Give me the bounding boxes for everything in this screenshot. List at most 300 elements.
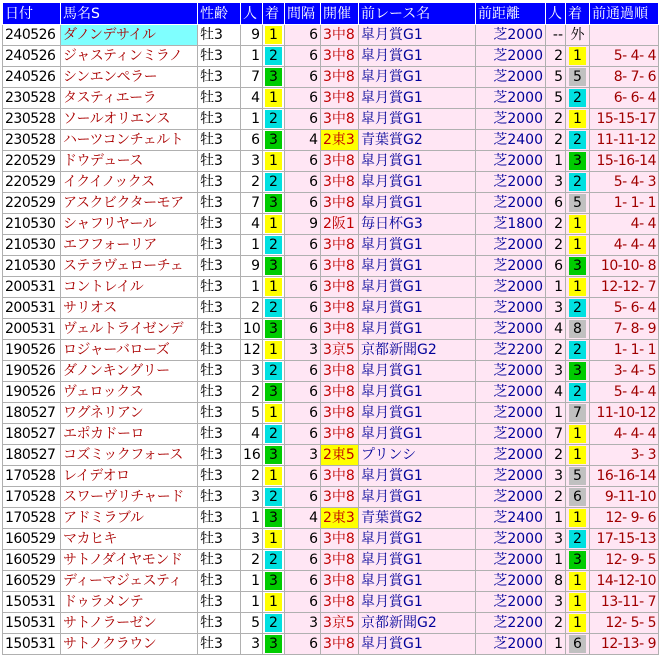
table-row (3, 88, 659, 109)
row-prev-distance: 芝2000 (476, 319, 546, 340)
row-prev-finish (566, 403, 590, 424)
row-prev-race: 皐月賞G1 (359, 466, 476, 487)
row-prev-passing: 5- 4- 4 (590, 46, 659, 67)
row-popularity: 1 (241, 277, 263, 298)
row-horse-name: アドミラブル (61, 508, 198, 529)
row-finish (263, 256, 285, 277)
row-prev-distance: 芝2000 (476, 529, 546, 550)
row-date: 210530 (3, 235, 61, 256)
row-prev-race: 皐月賞G1 (359, 634, 476, 655)
row-venue: 3中8 (321, 529, 359, 550)
row-venue: 3中8 (321, 361, 359, 382)
row-prev-passing: 3- 4- 5 (590, 361, 659, 382)
row-interval: 6 (285, 235, 321, 256)
row-date: 160529 (3, 571, 61, 592)
row-finish-badge: 3 (265, 509, 282, 527)
row-prev-distance: 芝2000 (476, 88, 546, 109)
row-prev-finish-badge: 5 (569, 194, 586, 212)
row-finish (263, 592, 285, 613)
row-sex-age: 牡3 (198, 151, 241, 172)
row-venue: 3中8 (321, 550, 359, 571)
row-finish (263, 172, 285, 193)
row-prev-distance: 芝2400 (476, 508, 546, 529)
row-finish (263, 46, 285, 67)
row-horse-name: レイデオロ (61, 466, 198, 487)
row-finish (263, 25, 285, 46)
row-venue: 2東3 (321, 508, 359, 529)
row-prev-finish (566, 445, 590, 466)
row-venue: 3中8 (321, 193, 359, 214)
row-prev-popularity: 1 (546, 277, 566, 298)
row-popularity: 1 (241, 235, 263, 256)
row-prev-distance: 芝2000 (476, 193, 546, 214)
row-prev-passing: 15-16-14 (590, 151, 659, 172)
row-interval: 6 (285, 277, 321, 298)
row-popularity: 2 (241, 172, 263, 193)
row-prev-finish (566, 382, 590, 403)
row-prev-popularity: 7 (546, 424, 566, 445)
row-date: 170528 (3, 466, 61, 487)
table-row (3, 571, 659, 592)
row-popularity: 2 (241, 382, 263, 403)
table-row (3, 592, 659, 613)
row-finish-badge: 2 (265, 173, 282, 191)
row-sex-age: 牡3 (198, 424, 241, 445)
row-horse-name: エポカドーロ (61, 424, 198, 445)
row-prev-finish (566, 550, 590, 571)
row-prev-finish-badge: 3 (569, 257, 586, 275)
row-prev-distance: 芝2000 (476, 256, 546, 277)
row-date: 170528 (3, 487, 61, 508)
row-prev-finish-badge: 1 (569, 278, 586, 296)
row-prev-finish-badge: 3 (569, 551, 586, 569)
row-finish-badge: 3 (265, 131, 282, 149)
row-prev-popularity: 2 (546, 46, 566, 67)
row-prev-finish-badge: 2 (569, 299, 586, 317)
row-prev-popularity: 2 (546, 109, 566, 130)
row-popularity: 3 (241, 634, 263, 655)
row-date: 230528 (3, 130, 61, 151)
row-date: 190526 (3, 340, 61, 361)
row-finish-badge: 1 (265, 467, 282, 485)
row-prev-finish-badge: 1 (569, 446, 586, 464)
row-prev-popularity: 1 (546, 403, 566, 424)
row-prev-passing: 12- 9- 6 (590, 508, 659, 529)
row-prev-finish (566, 235, 590, 256)
row-prev-race: 皐月賞G1 (359, 277, 476, 298)
row-horse-name: ダノンデサイル (61, 25, 198, 46)
row-finish (263, 550, 285, 571)
row-sex-age: 牡3 (198, 487, 241, 508)
row-prev-finish-badge: 3 (569, 362, 586, 380)
row-horse-name: サリオス (61, 298, 198, 319)
row-venue: 2阪1 (321, 214, 359, 235)
race-results-table (2, 2, 659, 655)
row-prev-race: 京都新聞G2 (359, 613, 476, 634)
header-horse: 馬名S (61, 3, 198, 25)
row-prev-finish-badge: 6 (569, 635, 586, 653)
row-prev-distance: 芝2000 (476, 46, 546, 67)
row-prev-finish (566, 151, 590, 172)
row-horse-name: マカヒキ (61, 529, 198, 550)
row-venue: 3中8 (321, 67, 359, 88)
row-prev-finish-badge: 1 (569, 110, 586, 128)
row-prev-popularity: 2 (546, 235, 566, 256)
table-row (3, 319, 659, 340)
table-row (3, 445, 659, 466)
row-prev-finish-badge: 2 (569, 89, 586, 107)
row-prev-finish-badge: 5 (569, 467, 586, 485)
row-sex-age: 牡3 (198, 613, 241, 634)
row-popularity: 3 (241, 529, 263, 550)
row-prev-passing: 5- 4- 4 (590, 382, 659, 403)
row-interval: 6 (285, 256, 321, 277)
row-finish (263, 529, 285, 550)
row-finish (263, 634, 285, 655)
row-prev-distance: 芝2000 (476, 487, 546, 508)
row-sex-age: 牡3 (198, 382, 241, 403)
row-prev-passing: 15-15-17 (590, 109, 659, 130)
row-horse-name: エフフォーリア (61, 235, 198, 256)
row-prev-finish (566, 508, 590, 529)
row-prev-distance: 芝2000 (476, 277, 546, 298)
row-prev-finish (566, 613, 590, 634)
row-interval: 6 (285, 67, 321, 88)
row-horse-name: ロジャーバローズ (61, 340, 198, 361)
row-sex-age: 牡3 (198, 403, 241, 424)
row-prev-popularity: 5 (546, 67, 566, 88)
row-prev-finish-badge: 1 (569, 425, 586, 443)
row-date: 210530 (3, 214, 61, 235)
row-prev-distance: 芝2000 (476, 571, 546, 592)
row-prev-finish-badge: 5 (569, 68, 586, 86)
row-date: 190526 (3, 361, 61, 382)
row-finish (263, 445, 285, 466)
row-prev-passing: 12- 5- 5 (590, 613, 659, 634)
row-venue: 3京5 (321, 613, 359, 634)
table-row (3, 235, 659, 256)
row-sex-age: 牡3 (198, 109, 241, 130)
row-venue: 3中8 (321, 88, 359, 109)
row-horse-name: シャフリヤール (61, 214, 198, 235)
row-popularity: 5 (241, 613, 263, 634)
row-prev-popularity: 2 (546, 214, 566, 235)
header-interval: 間隔 (285, 3, 321, 25)
row-finish (263, 319, 285, 340)
row-date: 150531 (3, 592, 61, 613)
row-popularity: 2 (241, 466, 263, 487)
header-finish: 着 (263, 3, 285, 25)
row-popularity: 1 (241, 571, 263, 592)
row-popularity: 2 (241, 550, 263, 571)
row-prev-finish (566, 67, 590, 88)
row-prev-finish (566, 88, 590, 109)
row-finish (263, 613, 285, 634)
row-finish (263, 340, 285, 361)
row-date: 240526 (3, 25, 61, 46)
row-date: 220529 (3, 193, 61, 214)
row-date: 200531 (3, 277, 61, 298)
row-prev-race: 京都新聞G2 (359, 340, 476, 361)
row-interval: 6 (285, 571, 321, 592)
row-prev-passing: 8- 7- 6 (590, 67, 659, 88)
table-row (3, 529, 659, 550)
row-prev-distance: 芝2000 (476, 550, 546, 571)
row-popularity: 4 (241, 88, 263, 109)
row-venue: 2東5 (321, 445, 359, 466)
row-prev-finish (566, 634, 590, 655)
row-prev-finish-badge: 2 (569, 341, 586, 359)
row-finish-badge: 2 (265, 362, 282, 380)
row-prev-race: 皐月賞G1 (359, 592, 476, 613)
table-row (3, 613, 659, 634)
row-finish-badge: 3 (265, 320, 282, 338)
row-sex-age: 牡3 (198, 67, 241, 88)
row-prev-distance: 芝2000 (476, 445, 546, 466)
table-row (3, 25, 659, 46)
row-finish-badge: 1 (265, 278, 282, 296)
row-prev-finish-badge: 8 (569, 320, 586, 338)
row-sex-age: 牡3 (198, 298, 241, 319)
row-horse-name: ヴェロックス (61, 382, 198, 403)
row-prev-passing: 7- 8- 9 (590, 319, 659, 340)
row-prev-race: 皐月賞G1 (359, 172, 476, 193)
row-popularity: 7 (241, 193, 263, 214)
row-finish (263, 193, 285, 214)
row-finish-badge: 2 (265, 614, 282, 632)
row-prev-popularity: 3 (546, 172, 566, 193)
row-prev-popularity: 5 (546, 88, 566, 109)
row-finish-badge: 3 (265, 257, 282, 275)
row-prev-popularity: 2 (546, 613, 566, 634)
row-prev-finish-badge: 2 (569, 173, 586, 191)
table-row (3, 487, 659, 508)
header-prev-race: 前レース名 (359, 3, 476, 25)
row-horse-name: ヴェルトライゼンデ (61, 319, 198, 340)
row-sex-age: 牡3 (198, 214, 241, 235)
row-finish-badge: 1 (265, 530, 282, 548)
row-date: 150531 (3, 634, 61, 655)
row-prev-distance: 芝2000 (476, 67, 546, 88)
row-prev-distance: 芝2000 (476, 592, 546, 613)
row-prev-race: 皐月賞G1 (359, 88, 476, 109)
row-horse-name: イクイノックス (61, 172, 198, 193)
table-row (3, 340, 659, 361)
row-popularity: 1 (241, 109, 263, 130)
row-sex-age: 牡3 (198, 25, 241, 46)
row-prev-distance: 芝2000 (476, 172, 546, 193)
row-prev-popularity: 2 (546, 487, 566, 508)
row-prev-finish-badge: 1 (569, 593, 586, 611)
row-prev-finish (566, 277, 590, 298)
row-prev-popularity: 1 (546, 508, 566, 529)
row-prev-passing: 6- 6- 4 (590, 88, 659, 109)
row-prev-race: 皐月賞G1 (359, 571, 476, 592)
row-prev-finish (566, 487, 590, 508)
row-sex-age: 牡3 (198, 319, 241, 340)
row-popularity: 12 (241, 340, 263, 361)
header-venue: 開催 (321, 3, 359, 25)
table-row (3, 298, 659, 319)
row-sex-age: 牡3 (198, 235, 241, 256)
row-prev-passing: 5- 6- 4 (590, 298, 659, 319)
row-interval: 6 (285, 25, 321, 46)
row-prev-race: 皐月賞G1 (359, 424, 476, 445)
row-prev-passing: 9-11-10 (590, 487, 659, 508)
row-prev-finish (566, 466, 590, 487)
row-prev-finish-badge: 2 (569, 131, 586, 149)
row-prev-distance: 芝2200 (476, 340, 546, 361)
row-horse-name: ソールオリエンス (61, 109, 198, 130)
row-date: 180527 (3, 403, 61, 424)
row-prev-passing (590, 25, 659, 46)
row-finish-badge: 2 (265, 488, 282, 506)
row-sex-age: 牡3 (198, 508, 241, 529)
row-date: 200531 (3, 298, 61, 319)
row-venue: 2東3 (321, 130, 359, 151)
row-interval: 6 (285, 319, 321, 340)
row-horse-name: コントレイル (61, 277, 198, 298)
row-finish (263, 88, 285, 109)
row-prev-finish-badge: 1 (569, 509, 586, 527)
row-prev-passing: 1- 1- 1 (590, 340, 659, 361)
header-sex-age: 性齢 (198, 3, 241, 25)
row-prev-finish-badge: 1 (569, 572, 586, 590)
row-venue: 3中8 (321, 382, 359, 403)
row-prev-passing: 5- 4- 3 (590, 172, 659, 193)
row-popularity: 2 (241, 298, 263, 319)
row-popularity: 3 (241, 361, 263, 382)
row-interval: 6 (285, 466, 321, 487)
row-prev-finish-badge: 3 (569, 152, 586, 170)
row-interval: 6 (285, 361, 321, 382)
row-prev-passing: 14-12-10 (590, 571, 659, 592)
row-sex-age: 牡3 (198, 571, 241, 592)
row-horse-name: ステラヴェローチェ (61, 256, 198, 277)
table-row (3, 634, 659, 655)
row-prev-finish (566, 46, 590, 67)
row-prev-finish-badge: 1 (569, 47, 586, 65)
row-finish (263, 508, 285, 529)
row-venue: 3中8 (321, 151, 359, 172)
row-finish-badge: 1 (265, 26, 282, 44)
header-popularity: 人 (241, 3, 263, 25)
row-date: 220529 (3, 172, 61, 193)
row-sex-age: 牡3 (198, 256, 241, 277)
row-interval: 6 (285, 193, 321, 214)
row-popularity: 9 (241, 25, 263, 46)
row-finish-badge: 3 (265, 194, 282, 212)
row-finish (263, 130, 285, 151)
row-prev-popularity: 3 (546, 529, 566, 550)
row-date: 210530 (3, 256, 61, 277)
row-prev-race: 皐月賞G1 (359, 256, 476, 277)
row-finish (263, 466, 285, 487)
row-horse-name: タスティエーラ (61, 88, 198, 109)
row-date: 190526 (3, 382, 61, 403)
row-popularity: 16 (241, 445, 263, 466)
row-finish-badge: 1 (265, 593, 282, 611)
row-finish (263, 151, 285, 172)
row-sex-age: 牡3 (198, 340, 241, 361)
row-horse-name: アスクビクターモア (61, 193, 198, 214)
row-prev-finish (566, 109, 590, 130)
row-finish (263, 487, 285, 508)
row-venue: 3中8 (321, 592, 359, 613)
row-finish (263, 235, 285, 256)
row-date: 170528 (3, 508, 61, 529)
row-finish (263, 571, 285, 592)
table-row (3, 214, 659, 235)
row-prev-finish (566, 529, 590, 550)
row-prev-race: 皐月賞G1 (359, 550, 476, 571)
row-date: 220529 (3, 151, 61, 172)
table-row (3, 130, 659, 151)
row-prev-popularity: 8 (546, 571, 566, 592)
row-prev-passing: 1- 1- 1 (590, 193, 659, 214)
row-interval: 4 (285, 130, 321, 151)
row-venue: 3中8 (321, 277, 359, 298)
row-date: 230528 (3, 109, 61, 130)
row-prev-race: 皐月賞G1 (359, 319, 476, 340)
table-row (3, 277, 659, 298)
row-date: 240526 (3, 46, 61, 67)
row-prev-race: 毎日杯G3 (359, 214, 476, 235)
table-row (3, 256, 659, 277)
row-interval: 6 (285, 46, 321, 67)
row-prev-finish (566, 340, 590, 361)
row-prev-popularity: 2 (546, 130, 566, 151)
row-prev-race: 皐月賞G1 (359, 235, 476, 256)
row-popularity: 4 (241, 214, 263, 235)
row-prev-passing: 3- 3 (590, 445, 659, 466)
row-finish-badge: 1 (265, 215, 282, 233)
row-prev-passing: 12-12- 7 (590, 277, 659, 298)
row-prev-race: 皐月賞G1 (359, 109, 476, 130)
row-prev-distance: 芝2200 (476, 613, 546, 634)
row-interval: 3 (285, 445, 321, 466)
row-prev-race: 皐月賞G1 (359, 151, 476, 172)
row-prev-distance: 芝2000 (476, 235, 546, 256)
row-prev-passing: 11-11-12 (590, 130, 659, 151)
row-finish (263, 403, 285, 424)
row-finish-badge: 3 (265, 68, 282, 86)
table-row (3, 550, 659, 571)
row-venue: 3中8 (321, 571, 359, 592)
row-prev-finish-badge: 6 (569, 488, 586, 506)
row-venue: 3中8 (321, 256, 359, 277)
row-prev-passing: 13-11- 7 (590, 592, 659, 613)
row-popularity: 3 (241, 487, 263, 508)
row-finish-badge: 2 (265, 236, 282, 254)
table-row (3, 67, 659, 88)
row-venue: 3中8 (321, 298, 359, 319)
row-date: 150531 (3, 613, 61, 634)
row-date: 180527 (3, 424, 61, 445)
row-prev-passing: 10-10- 8 (590, 256, 659, 277)
row-sex-age: 牡3 (198, 130, 241, 151)
row-interval: 4 (285, 508, 321, 529)
row-sex-age: 牡3 (198, 445, 241, 466)
row-prev-race: 皐月賞G1 (359, 361, 476, 382)
row-prev-race: 皐月賞G1 (359, 298, 476, 319)
row-prev-distance: 芝2000 (476, 151, 546, 172)
table-row (3, 508, 659, 529)
row-horse-name: シンエンペラー (61, 67, 198, 88)
row-finish-badge: 2 (265, 299, 282, 317)
row-venue: 3中8 (321, 424, 359, 445)
row-prev-distance: 芝2000 (476, 25, 546, 46)
